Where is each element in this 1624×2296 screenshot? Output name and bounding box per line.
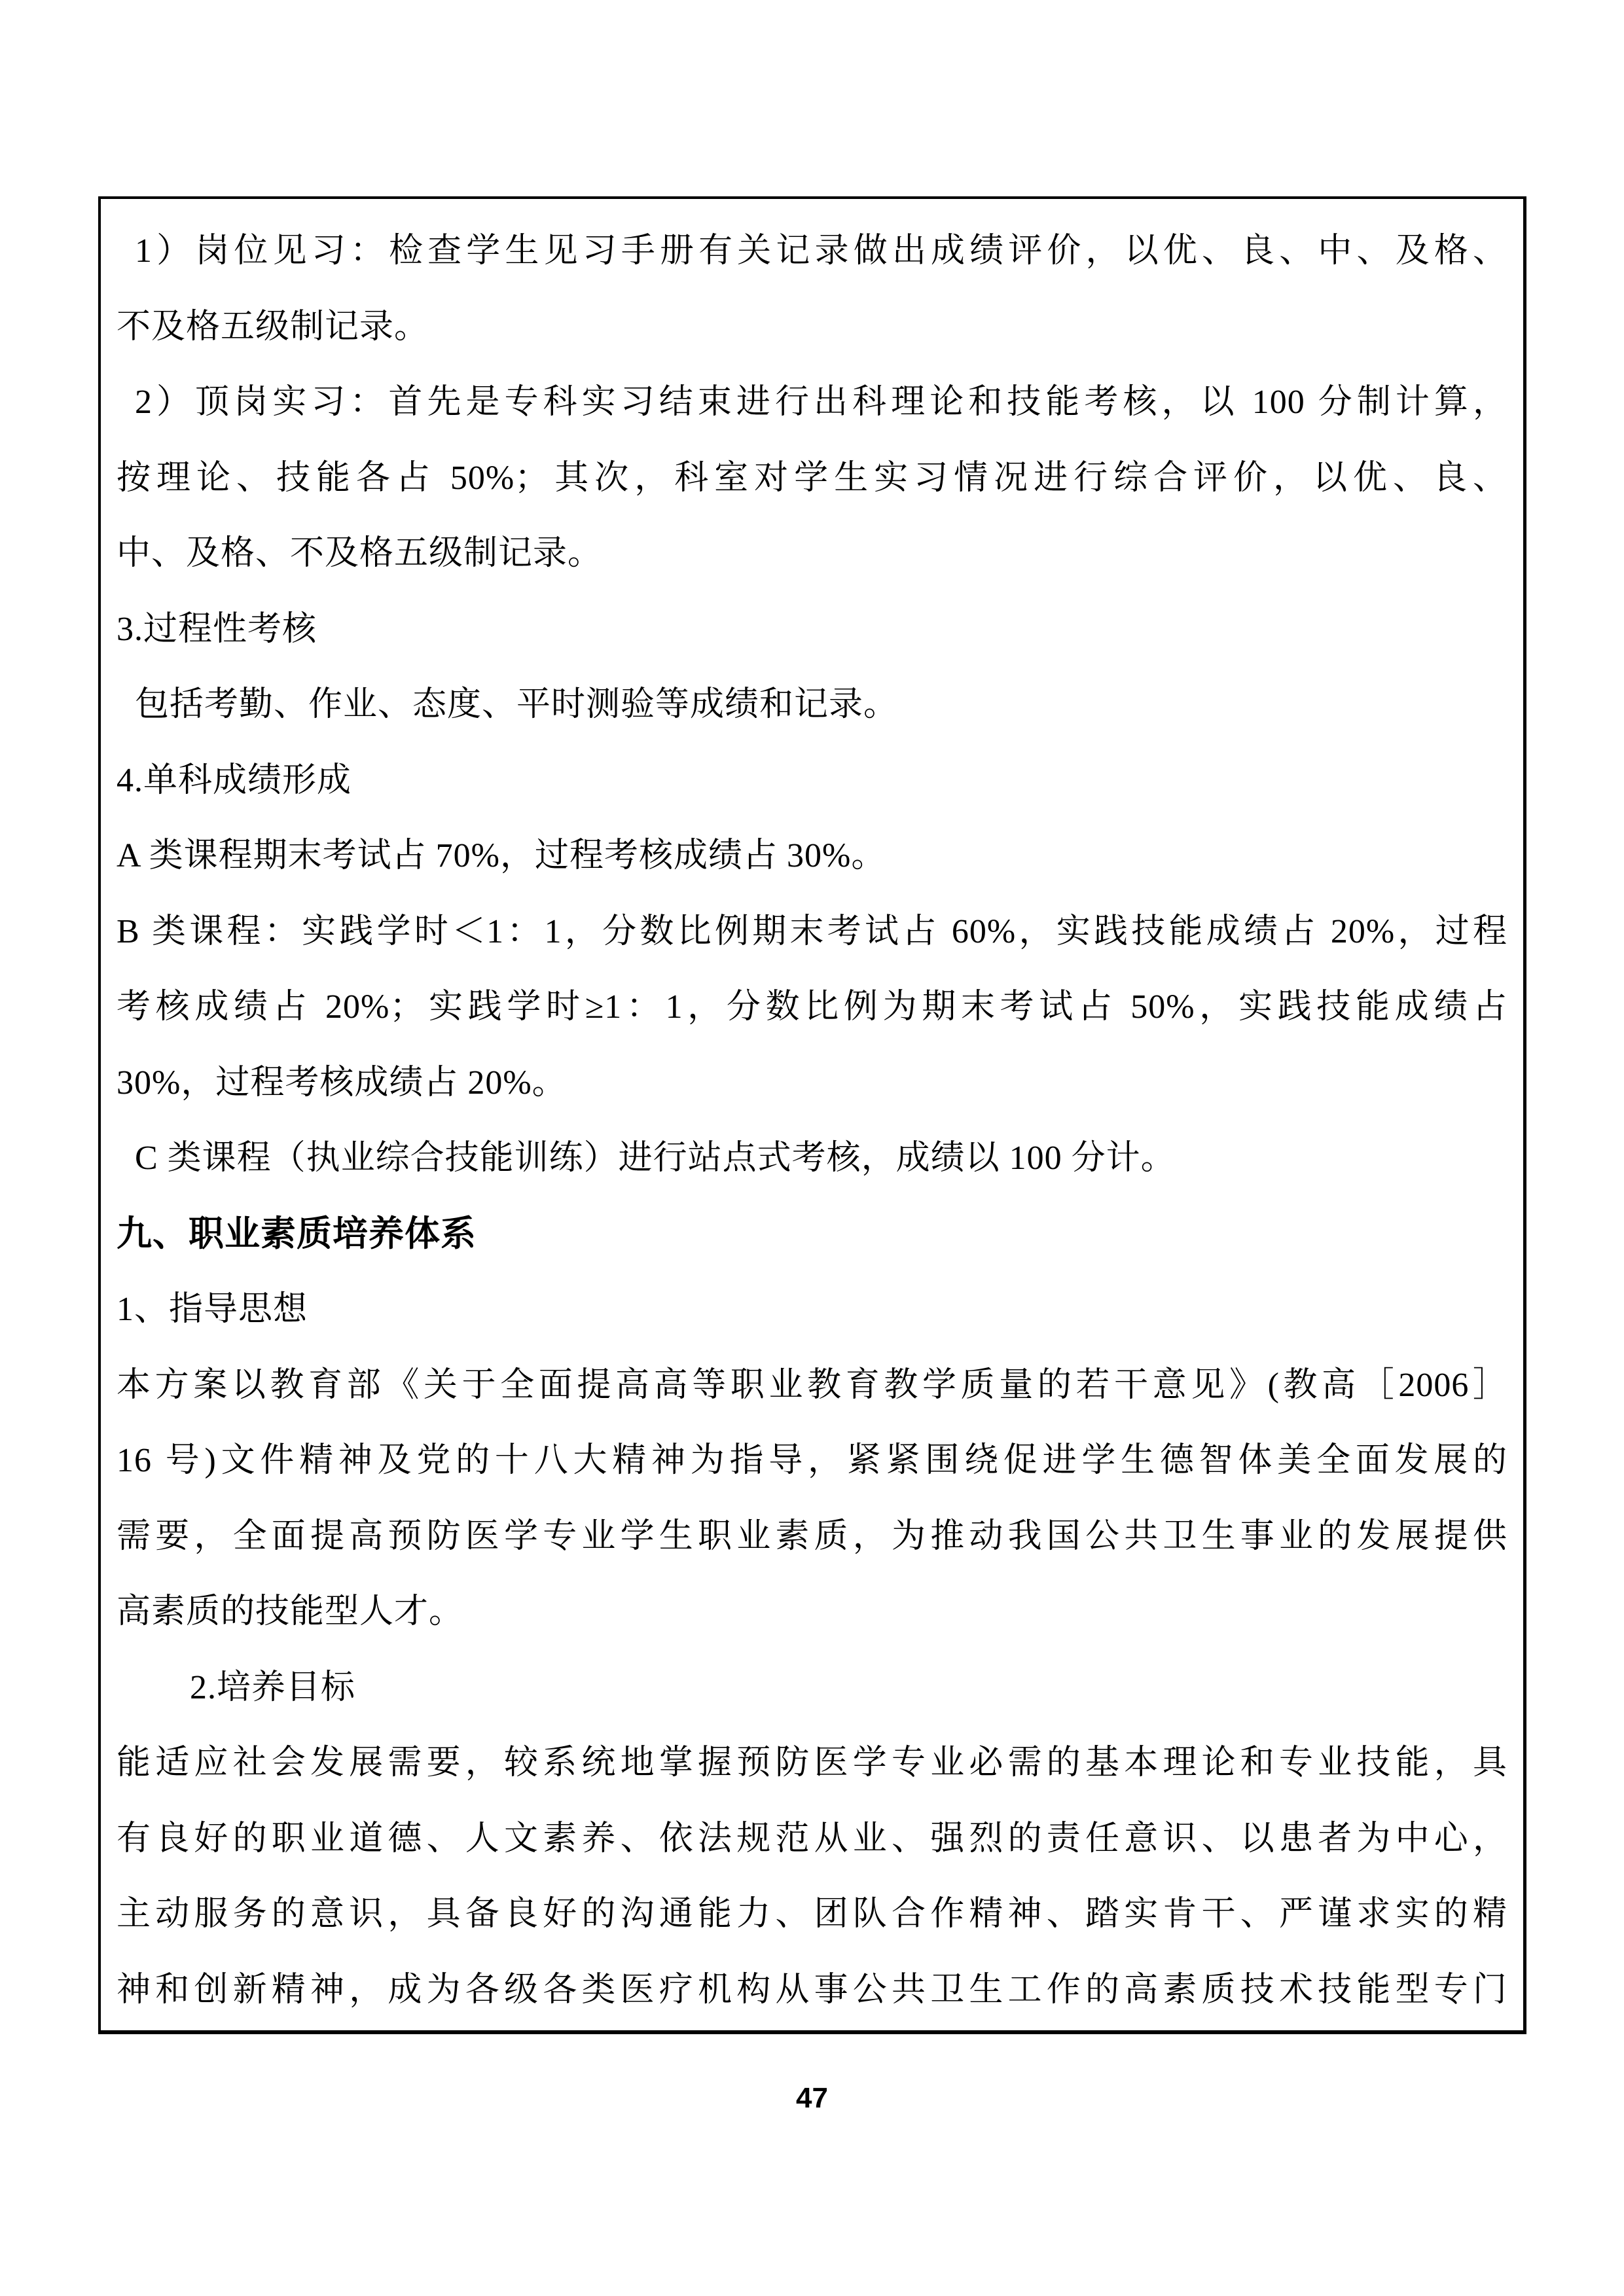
document-table-cell xyxy=(98,196,1526,2034)
doc-line: 高素质的技能型人才。 xyxy=(117,1593,464,1630)
section-heading: 九、职业素质培养体系 xyxy=(117,1213,477,1253)
doc-line-item-2: 2.培养目标 xyxy=(190,1668,356,1706)
doc-line: 主动服务的意识，具备良好的沟通能力、团队合作精神、踏实肯干、严谨求实的精 xyxy=(117,1895,1507,1933)
doc-line-item-1: 1、指导思想 xyxy=(117,1291,308,1328)
doc-line: 能适应社会发展需要，较系统地掌握预防医学专业必需的基本理论和专业技能，具 xyxy=(117,1744,1507,1782)
doc-line: 2）顶岗实习：首先是专科实习结束进行出科理论和技能考核，以 100 分制计算， xyxy=(135,384,1507,421)
doc-line: A 类课程期末考试占 70%，过程考核成绩占 30%。 xyxy=(117,837,886,874)
doc-line-item-3: 3.过程性考核 xyxy=(117,610,317,648)
doc-line: 有良好的职业道德、人文素养、依法规范从业、强烈的责任意识、以患者为中心， xyxy=(117,1820,1507,1857)
doc-line: B 类课程：实践学时＜1：1，分数比例期末考试占 60%，实践技能成绩占 20%，过程 xyxy=(117,912,1507,950)
doc-line: 16 号)文件精神及党的十八大精神为指导，紧紧围绕促进学生德智体美全面发展的 xyxy=(117,1442,1507,1479)
doc-line: 1）岗位见习：检查学生见习手册有关记录做出成绩评价，以优、良、中、及格、 xyxy=(135,232,1507,270)
doc-line: 神和创新精神，成为各级各类医疗机构从事公共卫生工作的高素质技术技能型专门 xyxy=(117,1971,1507,2009)
doc-line: 本方案以教育部《关于全面提高高等职业教育教学质量的若干意见》(教高［2006］ xyxy=(117,1366,1507,1404)
doc-line: 中、及格、不及格五级制记录。 xyxy=(117,535,603,572)
doc-line-item-4: 4.单科成绩形成 xyxy=(117,761,352,799)
page-number: 47 xyxy=(796,2082,828,2114)
doc-line: 30%，过程考核成绩占 20%。 xyxy=(117,1064,567,1102)
doc-line: 考核成绩占 20%；实践学时≥1：1，分数比例为期末考试占 50%，实践技能成绩占 xyxy=(117,988,1507,1026)
doc-line: 包括考勤、作业、态度、平时测验等成绩和记录。 xyxy=(135,686,899,723)
doc-line: 按理论、技能各占 50%；其次，科室对学生实习情况进行综合评价，以优、良、 xyxy=(117,459,1507,497)
doc-line: 不及格五级制记录。 xyxy=(117,308,429,346)
doc-line: C 类课程（执业综合技能训练）进行站点式考核，成绩以 100 分计。 xyxy=(135,1139,1176,1177)
doc-line: 需要，全面提高预防医学专业学生职业素质，为推动我国公共卫生事业的发展提供 xyxy=(117,1517,1507,1555)
